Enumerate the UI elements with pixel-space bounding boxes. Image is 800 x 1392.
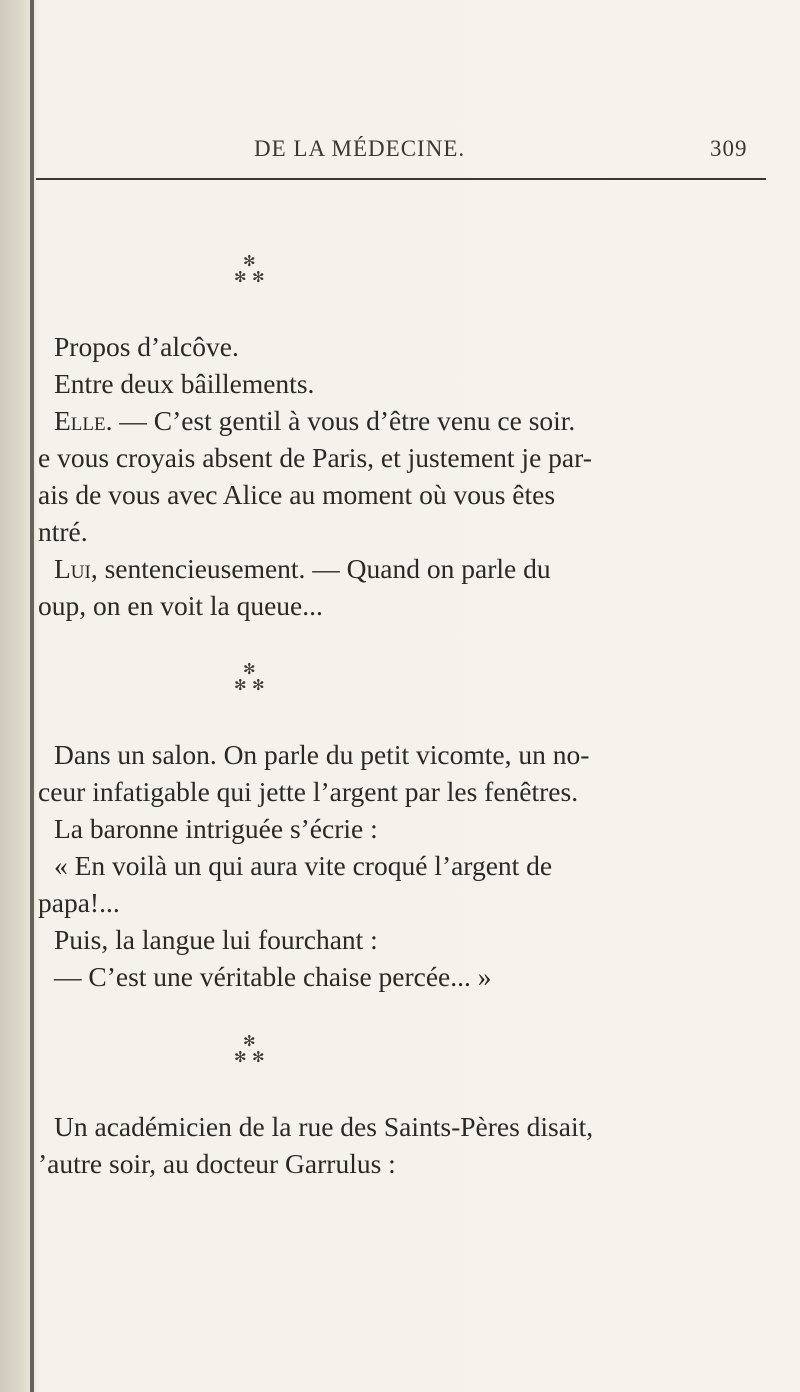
- dialogue-text: sentencieusement. — Quand on parle du: [97, 553, 551, 584]
- text-line: e vous croyais absent de Paris, et justement je par-: [38, 442, 592, 473]
- text-line: — C’est une véritable chaise percée... »: [54, 961, 492, 992]
- page-number: 309: [710, 136, 748, 161]
- speaker-label: Elle.: [54, 405, 113, 436]
- text-line: ais de vous avec Alice au moment où vous êtes: [38, 479, 556, 510]
- asterism-ornament: ✻ ✻ ✻: [234, 252, 265, 286]
- text-line: La baronne intriguée s’écrie :: [54, 813, 378, 844]
- running-head: [0, 136, 800, 170]
- text-line: Un académicien de la rue des Saints-Pères disait,: [54, 1111, 594, 1142]
- text-line: Propos d’alcôve.: [54, 331, 239, 362]
- binding-gutter-line: [30, 0, 34, 1392]
- text-line: Entre deux bâillements.: [54, 368, 315, 399]
- text-line: Dans un salon. On parle du petit vicomte, un no-: [54, 739, 590, 770]
- text-line: Puis, la langue lui fourchant :: [54, 924, 378, 955]
- text-line: ’autre soir, au docteur Garrulus :: [38, 1148, 396, 1179]
- running-head-title: DE LA MÉDECINE.: [254, 136, 466, 161]
- text-line: « En voilà un qui aura vite croqué l’argent de: [54, 850, 553, 881]
- text-line: papa!...: [38, 887, 120, 918]
- dialogue-text: — C’est gentil à vous d’être venu ce soir.: [112, 405, 576, 436]
- dialogue-line: [54, 552, 551, 586]
- asterism-ornament: ✻ ✻ ✻: [234, 660, 265, 694]
- speaker-label: Lui,: [54, 553, 98, 584]
- text-line: ceur infatigable qui jette l’argent par les fenêtres.: [38, 776, 579, 807]
- text-line: oup, on en voit la queue...: [38, 590, 323, 621]
- text-line: ntré.: [38, 516, 88, 547]
- asterism-ornament: ✻ ✻ ✻: [234, 1032, 265, 1066]
- dialogue-line: [54, 404, 575, 438]
- header-rule: [36, 178, 766, 180]
